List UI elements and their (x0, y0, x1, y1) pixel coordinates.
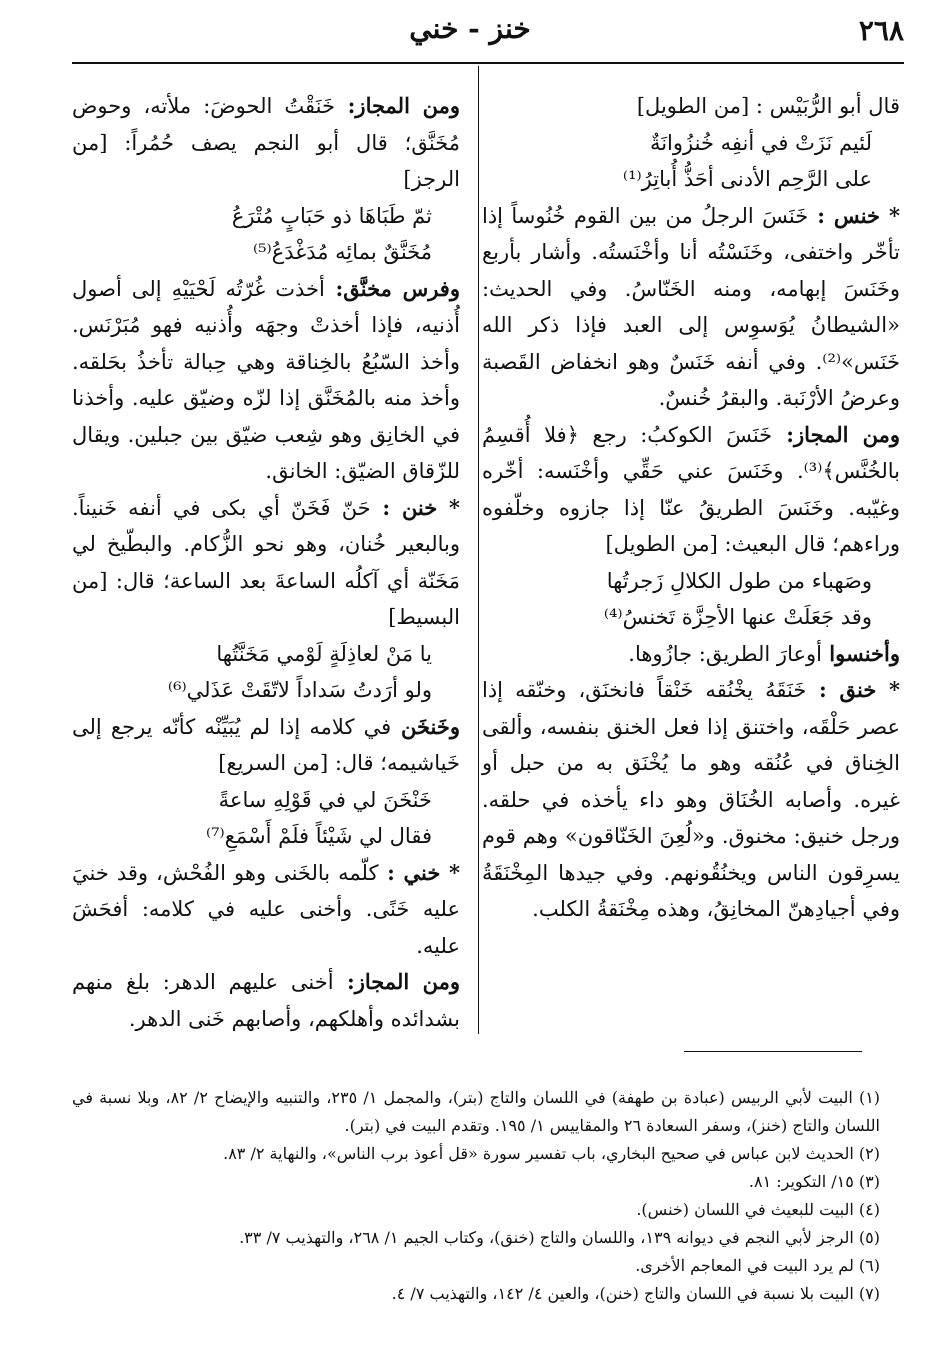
paragraph-text: كلّمه بالخَنى وهو الفُحْش، وقد خنيَ عليه خَنًى. وأخنى عليه في كلامه: أفحَشَ عليه. (72, 860, 460, 958)
verse (72, 782, 460, 855)
verse-line: فقال لي شَيْئاً فلَمْ أَسْمَعِ⁽⁷⁾ (205, 824, 432, 848)
column-divider (478, 66, 479, 1034)
footnote: (٦) لم يرد البيت في المعاجم الأخرى. (635, 1256, 880, 1275)
paragraph (72, 709, 460, 782)
paragraph (72, 855, 460, 965)
paragraph-text: خَنَسَ الكوكبُ: رجع ﴿فلا أُقسِمُ بالخُنَّس﴾⁽³⁾. وخَنَسَ عني حَقِّي وأخْنَسه: أخّره وغيّبه. وخَنَسَ الطريقُ عنّا إذا جازوه وخلّفوه وراءهم؛ قال البعيث: [من الطويل] (482, 422, 900, 556)
page-number: ٢٦٨ (858, 14, 904, 47)
entry-head: * خنس : (808, 202, 900, 228)
entry-head: * خني : (378, 859, 460, 885)
entry-head: * خنن : (370, 494, 460, 520)
paragraph-text: في كلامه إذا لم يُبَيِّنْه كأنّه يرجع إلى خَياشيمه؛ قال: [من السريع] (72, 714, 460, 775)
verse (482, 563, 900, 636)
entry-head: وفرس مخنَّق: (324, 275, 460, 301)
paragraph (482, 198, 900, 417)
paragraph-text: أخذت غُرّتُه لَحْيَيْهِ إلى أصول أُذنيه، فإذا أخذتْ وجهَه وأُذنيه فهو مُبَرْنَس. وأخذ السّبُعُ بالخِناقة وهي حِبالة تأخذُ بحَلقه. وأخذ منه بالمُخَنَّق إذا لزّه وضيّق عليه. وأخذنا في الخانِق وهو شِعب ضيّق بين جبلين. ويقال للزّقاق الضيّق: الخانق. (72, 276, 460, 483)
verse-line: ثمّ طَبَاهَا ذو حَبَابٍ مُتْرَعُ (231, 203, 432, 228)
entry-head: وخَنخَن (391, 713, 461, 739)
verse-line: يا مَنْ لعاذِلَةٍ لَوْمي مَخَنَّتُها (216, 641, 432, 666)
right-column (482, 88, 900, 988)
footnote: (٥) الرجز لأبي النجم في ديوانه ١٣٩، واللسان والتاج (خنق)، وكتاب الجيم ١/ ٢٦٨، والتهذيب ٧/ ٣٣. (239, 1228, 880, 1247)
entry-head: ومن المجاز: (334, 93, 460, 118)
verse-line: ولو أرَدتُ سَداداً لاتّقَتْ عَذَلي⁽⁶⁾ (167, 678, 432, 702)
verse-line: وقد جَعَلَتْ عنها الأحِزَّة تَخنسُ⁽⁴⁾ (603, 605, 872, 629)
footnote: (٤) البيت للبعيث في اللسان (خنس). (636, 1200, 880, 1219)
paragraph (72, 490, 460, 636)
footnotes (72, 1084, 880, 1308)
footnote: (٣) ١٥/ التكوير: ٨١. (748, 1172, 880, 1191)
verse-line: لَئيم نَزَتْ في أنفِه خُنزُوانَةٌ (649, 130, 872, 155)
verse (482, 125, 900, 198)
paragraph (482, 636, 900, 673)
paragraph (482, 672, 900, 928)
paragraph (72, 271, 460, 490)
entry-head: * خنق : (806, 677, 900, 702)
paragraph-text: خَنَقْتُ الحوضَ: ملأته، وحوض مُخَنَّق؛ قال أبو النجم يصف حُمُراً: [من الرجز] (72, 94, 460, 191)
entry-head: وأخنسوا (821, 640, 900, 666)
paragraph-text: قال أبو الرُّبَيْس : [من الطويل] (636, 94, 900, 118)
verse-line: مُخَنَّقٌ بمائِه مُدَغْدَعُ⁽⁵⁾ (252, 240, 432, 264)
left-column (72, 88, 461, 1031)
paragraph-text: حَنّ فَخَنّ أي بكى في أنفه خَنيناً. وبالبعير خُنان، وهو نحو الزُّكام. والبطّيخ لي مَخَنّة أي آكلُه الساعةَ بعد الساعة؛ قال: [من البسيط] (72, 495, 460, 629)
footnote-rule (684, 1051, 862, 1052)
entry-head: ومن المجاز: (772, 421, 901, 447)
verse-line: خَنْخَنَ لي في قَوْلِهِ ساعةً (218, 787, 432, 812)
paragraph (72, 964, 460, 1037)
paragraph-text: أوعارَ الطريق: جازُوها. (628, 641, 822, 666)
paragraph-text: أخنى عليهم الدهر: بلغ منهم بشدائده وأهلكهم، وأصابهم خَنى الدهر. (72, 970, 460, 1031)
paragraph-text: خَنَقَهُ يخْنُقه خَنْقاً فانخنَق، وخنّقه إذا عصر حَلْقَه، واختنق إذا فعل الخنق بنفسه، وألقى الخِناق في عُنُقه وهو ما يُخْنَق به من حبل أو غيره. وأصابه الخُنَاق وهو داء يأخذه في حلقه. ورجل خنيق: مخنوق. و«لُعِنَ الخَنّاقون» وهم قوم يسرِقون الناس ويخنُقُونهم. وفي جيدها المِخْنَقَةُ وفي أجيادِهنّ المخانِقُ، وهذه مِخْنَقةُ الكلب. (482, 678, 900, 921)
paragraph (482, 88, 900, 125)
entry-head: ومن المجاز: (333, 969, 460, 994)
paragraph-text: خَنَسَ الرجلُ من بين القوم خُنُوساً إذا تأخّر واختفى، وخَنَسْتُه أنا وأخْنَستُه. وأشار بأربع وخَنَسَ إبهامه، ومنه الخَنّاسُ. وفي الحديث: «الشيطانُ يُوَسوِس إلى العبد فإذا ذكر الله خَنَس»⁽²⁾. وفي أنفه خَنَسٌ وهو انخفاض القَصبة وعرضُ الأرْنَبة. والبقرُ خُنسٌ. (482, 203, 900, 410)
footnote: (١) البيت لأبي الربيس (عبادة بن طهفة) في اللسان والتاج (بتر)، والمجمل ١/ ٢٣٥، والتنبيه والإيضاح ٢/ ٨٢، وبلا نسبة في اللسان والتاج (خنز)، وسفر السعادة ٢٦ والمقاييس ١/ ١٩٥. وتقدم البيت في (بتر). (72, 1088, 881, 1135)
header-rule (72, 62, 904, 64)
verse (72, 198, 460, 271)
paragraph (72, 88, 460, 198)
verse (72, 636, 460, 709)
verse-line: على الرَّحِم الأدنى أحَذُّ أُباتِرُ⁽¹⁾ (622, 167, 872, 191)
footnote: (٧) البيت بلا نسبة في اللسان والتاج (خنن)، والعين ٤/ ١٤٢، والتهذيب ٧/ ٤. (391, 1284, 880, 1303)
running-head: خنز - خني (409, 12, 531, 45)
footnote: (٢) الحديث لابن عباس في صحيح البخاري، باب تفسير سورة «قل أعوذ برب الناس»، والنهاية ٢/ ٨٣. (223, 1144, 880, 1163)
verse-line: وصَهباء من طول الكلالِ زَجرتُها (606, 568, 872, 593)
paragraph (482, 417, 900, 563)
